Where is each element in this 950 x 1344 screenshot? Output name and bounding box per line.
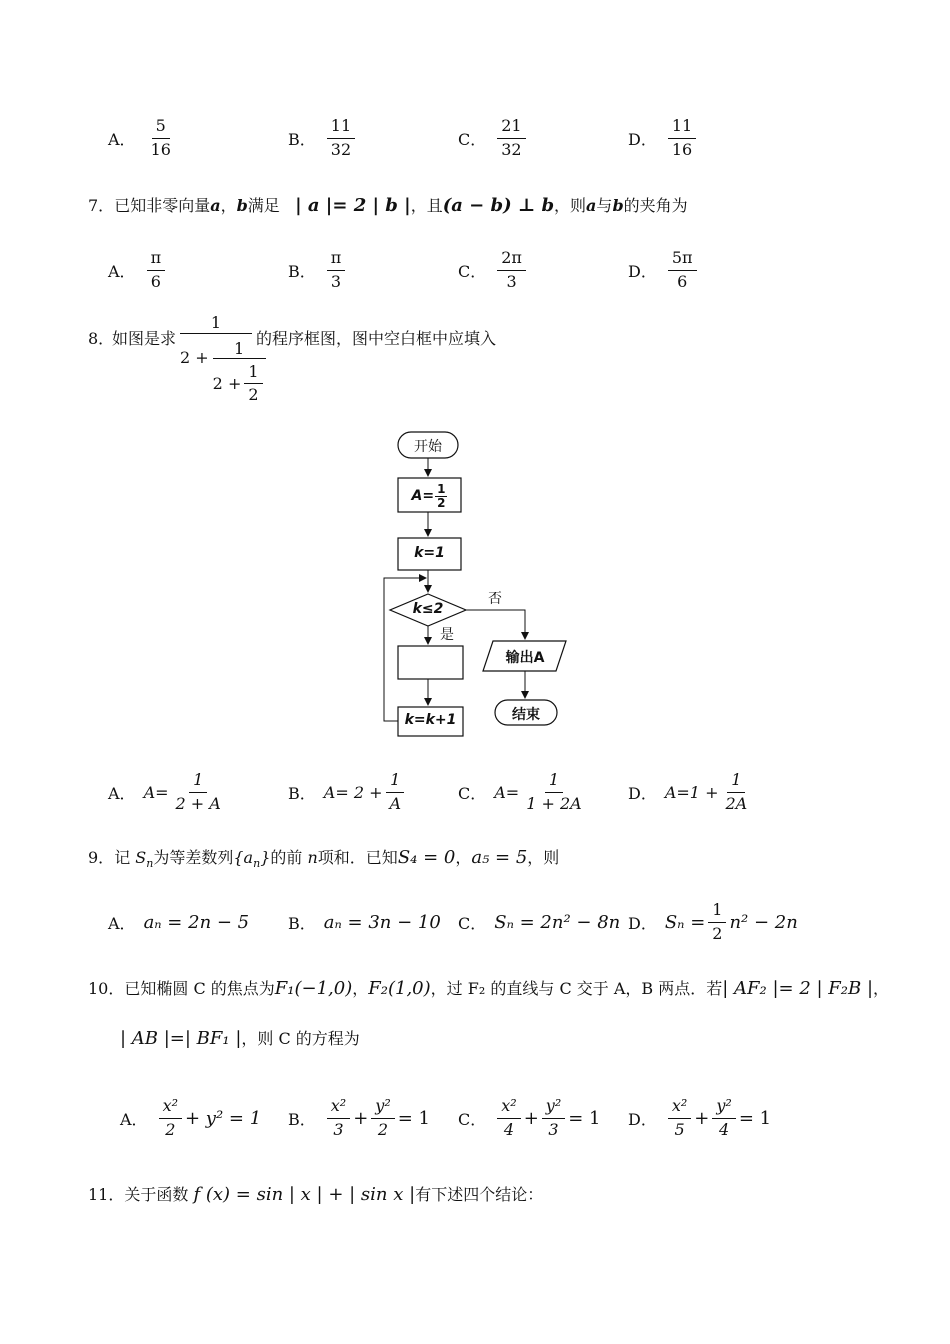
fraction: $\frac{11}{32}$ [327, 117, 355, 159]
fraction: $\frac{5\pi}{6}$ [668, 249, 697, 291]
q8-option-a[interactable]: A． A= $\frac{1}{2 + A}$ [108, 762, 228, 822]
yes-label: 是 [440, 627, 454, 643]
question-7: 7．已知非零向量a，b满足 | a |= 2 | b |，且(a − b) ⊥ b，则a与b的夹角为 [88, 195, 688, 216]
q8-option-b[interactable]: B． A= 2 + $\frac{1}{A}$ [288, 762, 408, 822]
q9-option-d[interactable]: D． Sₙ = $\frac{1}{2}$ n² − 2n [628, 900, 798, 943]
fraction: $\frac{2\pi}{3}$ [497, 249, 526, 291]
fraction: $\frac{\text{x²}}{2}$ [159, 1097, 182, 1139]
fraction: $\frac{\text{x²}}{4}$ [497, 1097, 520, 1139]
init-a-label: A= $\frac{1}{2}$ [411, 481, 446, 510]
fraction: $\frac{\text{x²}}{3}$ [327, 1097, 350, 1139]
fraction: $\frac{1}{2}$ [708, 901, 726, 943]
blank-box [398, 646, 463, 679]
q10-option-a[interactable]: A． $\frac{\text{x²}}{2}$ + y² = 1 [120, 1096, 262, 1139]
fraction: $\frac{11}{16}$ [668, 117, 696, 159]
fraction: $\frac{21}{32}$ [497, 117, 525, 159]
fraction: $\frac{1}{2}$ [244, 363, 262, 405]
fraction: $\frac{\text{y²}}{3}$ [542, 1097, 565, 1139]
q6-option-a[interactable]: A． $\frac{5}{16}$ [108, 108, 178, 168]
flowchart-lines [370, 428, 580, 743]
fraction: $\frac{1}{2A}$ [725, 770, 748, 813]
fraction: $\frac{5}{16}$ [150, 116, 171, 159]
q10-options [0, 1088, 950, 1148]
fraction: $\frac{\pi}{3}$ [327, 249, 346, 291]
flowchart [370, 428, 580, 743]
q7-option-c[interactable]: C． $\frac{2\pi}{3}$ [458, 240, 529, 300]
q7-option-b[interactable]: B． $\frac{\pi}{3}$ [288, 240, 348, 300]
fraction: $\frac{1}{2 + A}$ [175, 770, 221, 813]
q8-option-d[interactable]: D． A=1 + $\frac{1}{2A}$ [628, 762, 754, 822]
q6-option-b[interactable]: B． $\frac{11}{32}$ [288, 108, 358, 168]
fraction: $\frac{1}{1 + 2A}$ [526, 770, 582, 813]
q6-options [0, 108, 950, 168]
output-label: 输出A [505, 650, 545, 666]
q9-option-a[interactable]: A． aₙ = 2n − 5 [108, 911, 250, 933]
q6-option-d[interactable]: D． $\frac{11}{16}$ [628, 108, 699, 168]
question-9: 9．记 $S_n$为等差数列$\{a_n\}$的前 n项和．已知S₄ = 0，a₅ = 5，则 [88, 847, 560, 871]
init-k-label: k=1 [414, 545, 445, 561]
question-10-line-2: | AB |=| BF₁ |，则 C 的方程为 [120, 1028, 360, 1049]
q7-option-a[interactable]: A． $\frac{\pi}{6}$ [108, 240, 168, 300]
continued-fraction: 1 2 + 1 2 + $\frac{1}{2}$ [180, 313, 252, 405]
q7-option-d[interactable]: D． $\frac{5\pi}{6}$ [628, 240, 700, 300]
question-11: 11．关于函数 f (x) = sin | x | + | sin x |有下述四个结论： [88, 1184, 544, 1205]
no-label: 否 [488, 591, 502, 607]
q9-options [0, 892, 950, 952]
q7-options [0, 240, 950, 300]
q9-option-b[interactable]: B． aₙ = 3n − 10 [288, 911, 441, 933]
q10-option-d[interactable]: D． $\frac{\text{x²}}{5}$ + $\frac{\text{y²}}{4}$ = 1 [628, 1096, 772, 1139]
condition-label: k≤2 [412, 601, 444, 617]
start-label: 开始 [414, 439, 442, 455]
fraction: $\frac{1}{A}$ [385, 771, 405, 813]
q9-option-c[interactable]: C． Sₙ = 2n² − 8n [458, 911, 621, 933]
q8-option-c[interactable]: C． A= $\frac{1}{1 + 2A}$ [458, 762, 589, 822]
end-label: 结束 [512, 707, 540, 723]
q8-options [0, 762, 950, 822]
fraction: $\frac{\text{x²}}{5}$ [668, 1097, 691, 1139]
fraction: $\frac{\text{y²}}{4}$ [712, 1097, 735, 1139]
q10-option-c[interactable]: C． $\frac{\text{x²}}{4}$ + $\frac{\text{y²}}{3}$ = 1 [458, 1096, 601, 1139]
fraction: $\frac{\pi}{6}$ [147, 249, 166, 291]
question-10-line-1: 10．已知椭圆 C 的焦点为F₁(−1,0)，F₂(1,0)，过 F₂ 的直线与 C 交于 A，B 两点．若| AF₂ |= 2 | F₂B |， [88, 978, 890, 999]
q10-option-b[interactable]: B． $\frac{\text{x²}}{3}$ + $\frac{\text{y²}}{2}$ = 1 [288, 1096, 431, 1139]
q6-option-c[interactable]: C． $\frac{21}{32}$ [458, 108, 529, 168]
fraction: $\frac{\text{y²}}{2}$ [371, 1097, 394, 1139]
increment-label: k=k+1 [404, 712, 457, 728]
